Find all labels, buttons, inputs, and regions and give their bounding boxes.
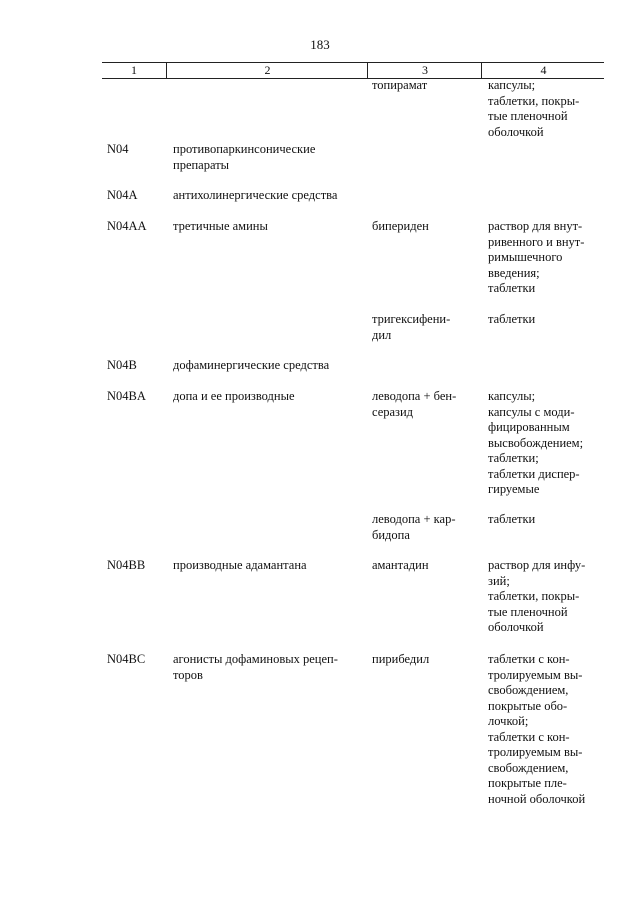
table-header <box>102 62 604 79</box>
row-0-form <box>488 78 600 140</box>
row-4-drug <box>372 312 480 343</box>
row-3-code <box>107 219 167 235</box>
row-8-form <box>488 558 600 636</box>
code-line: N04BA <box>107 389 146 403</box>
drug-line: бипериден <box>372 219 429 233</box>
drug-line: серазид <box>372 404 414 419</box>
column-header-3: 3 <box>367 63 482 78</box>
form-line: ривенного и внут- <box>488 234 585 249</box>
form-line: лочкой; <box>488 714 529 728</box>
form-line: оболочкой <box>488 620 544 634</box>
row-3-drug <box>372 219 480 235</box>
drug-line: дил <box>372 327 392 342</box>
desc-line: дофаминергические средства <box>173 358 330 372</box>
form-line: таблетки, покры- <box>488 93 580 108</box>
form-line: таблетки с кон- <box>488 729 570 744</box>
desc-line: допа и ее производные <box>173 389 295 403</box>
desc-line: агонисты дофаминовых рецеп- <box>173 652 338 666</box>
form-line: таблетки <box>488 312 536 326</box>
desc-line: третичные амины <box>173 219 268 233</box>
row-9-code <box>107 652 167 668</box>
form-line: тролируемым вы- <box>488 667 583 682</box>
drug-line: тригексифени- <box>372 312 451 326</box>
row-9-desc <box>173 652 364 683</box>
desc-line: антихолинергические средства <box>173 188 338 202</box>
form-line: таблетки, покры- <box>488 589 580 603</box>
drug-line: леводопа + бен- <box>372 389 457 403</box>
page-number: 183 <box>310 37 330 52</box>
form-line: капсулы; <box>488 389 536 403</box>
row-2-code <box>107 188 167 204</box>
row-6-code <box>107 389 167 405</box>
form-line: таблетки диспер- <box>488 466 580 481</box>
form-line: свобождением, <box>488 683 569 697</box>
code-line: N04BC <box>107 652 146 666</box>
row-1-desc <box>173 142 364 173</box>
form-line: тролируемым вы- <box>488 745 583 759</box>
row-9-form <box>488 652 600 807</box>
row-3-desc <box>173 219 364 235</box>
row-8-code <box>107 558 167 574</box>
column-header-1: 1 <box>131 63 137 77</box>
drug-line: амантадин <box>372 558 429 572</box>
form-line: капсулы с моди- <box>488 404 575 419</box>
code-line: N04B <box>107 358 137 372</box>
drug-line: топирамат <box>372 78 428 92</box>
row-6-form <box>488 389 600 498</box>
desc-line: препараты <box>173 157 230 172</box>
form-line: введения; <box>488 265 540 280</box>
row-8-drug <box>372 558 480 574</box>
row-5-desc <box>173 358 364 374</box>
desc-line: производные адамантана <box>173 558 307 572</box>
form-line: таблетки с кон- <box>488 652 570 666</box>
row-3-form <box>488 219 600 297</box>
code-line: N04A <box>107 188 138 202</box>
form-line: оболочкой <box>488 124 544 139</box>
form-line: тые пленочной <box>488 109 568 123</box>
row-4-form <box>488 312 600 328</box>
row-1-code <box>107 142 167 158</box>
form-line: фицированным <box>488 420 570 434</box>
form-line: раствор для внут- <box>488 219 583 233</box>
row-7-form <box>488 512 600 528</box>
code-line: N04 <box>107 142 129 156</box>
form-line: гируемые <box>488 482 540 496</box>
drug-line: леводопа + кар- <box>372 512 456 526</box>
row-7-drug <box>372 512 480 543</box>
code-line: N04AA <box>107 219 147 233</box>
form-line: римышечного <box>488 250 563 264</box>
code-line: N04BB <box>107 558 146 572</box>
form-line: покрытые пле- <box>488 776 567 790</box>
row-5-code <box>107 358 167 374</box>
row-6-desc <box>173 389 364 405</box>
column-header-4: 4 <box>481 63 605 78</box>
form-line: покрытые обо- <box>488 698 568 713</box>
desc-line: противопаркинсонические <box>173 142 316 156</box>
row-9-drug <box>372 652 480 668</box>
form-line: таблетки <box>488 512 536 526</box>
form-line: таблетки <box>488 281 536 295</box>
form-line: капсулы; <box>488 78 536 92</box>
drug-line: бидопа <box>372 527 410 542</box>
row-0-drug <box>372 78 480 94</box>
form-line: таблетки; <box>488 451 539 465</box>
row-6-drug <box>372 389 480 420</box>
form-line: свобождением, <box>488 760 569 775</box>
form-line: раствор для инфу- <box>488 558 586 572</box>
form-line: зий; <box>488 573 510 588</box>
form-line: высвобождением; <box>488 435 584 450</box>
form-line: ночной оболочкой <box>488 791 586 806</box>
row-8-desc <box>173 558 364 574</box>
drug-line: пирибедил <box>372 652 430 666</box>
row-2-desc <box>173 188 364 204</box>
desc-line: торов <box>173 667 203 682</box>
form-line: тые пленочной <box>488 604 568 619</box>
column-header-2: 2 <box>166 63 368 78</box>
